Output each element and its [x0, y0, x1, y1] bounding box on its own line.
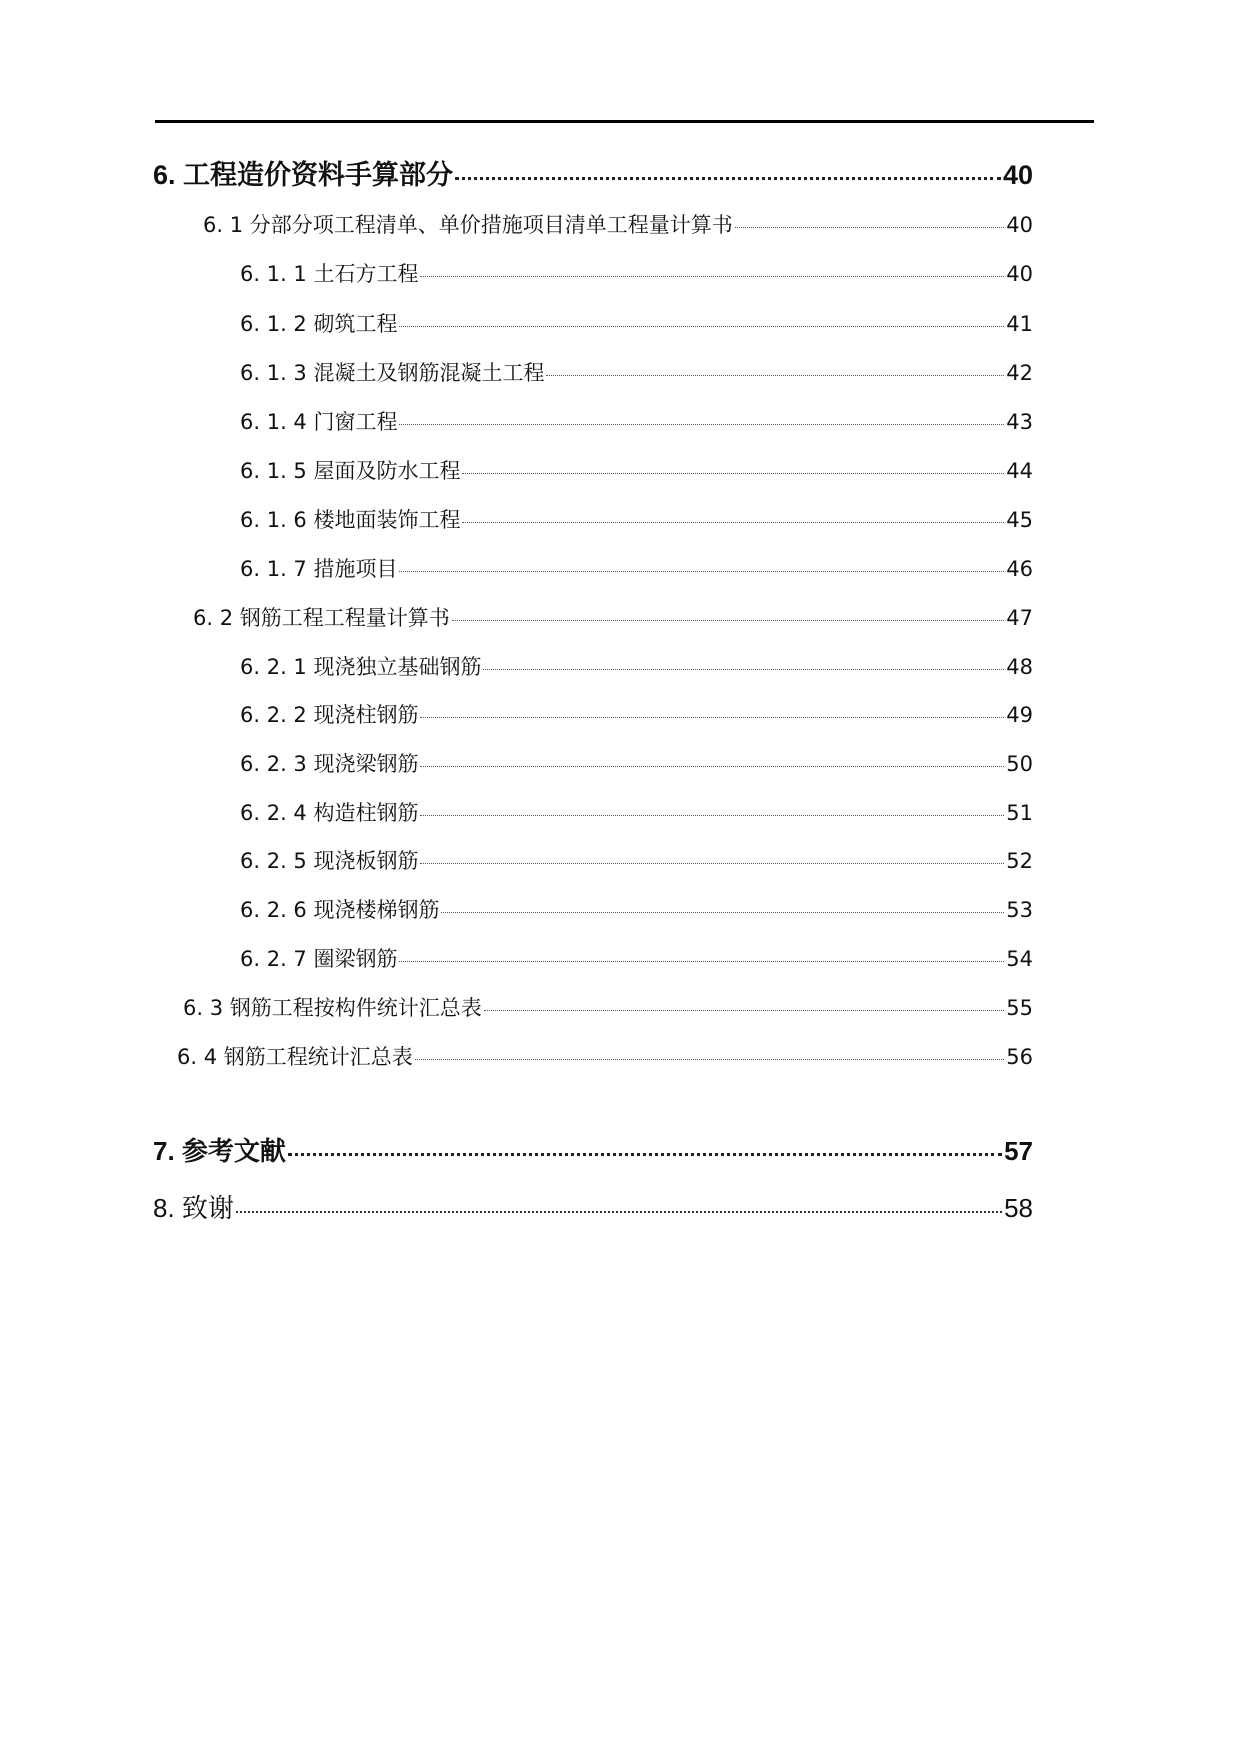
dot-leader — [236, 1211, 1002, 1213]
toc-entry[interactable] — [240, 651, 1033, 681]
toc-entry[interactable] — [177, 1041, 1033, 1071]
toc-entry-page-number: 49 — [1006, 703, 1033, 727]
dot-leader — [288, 1153, 1002, 1156]
toc-entry[interactable] — [240, 894, 1033, 924]
dot-leader — [399, 961, 1004, 962]
toc-entry[interactable] — [193, 602, 1033, 632]
toc-entry-title: 8. 致谢 — [153, 1193, 234, 1223]
toc-entry-page-number: 56 — [1006, 1045, 1033, 1069]
dot-leader — [420, 815, 1004, 816]
toc-entry-title: 6. 2. 4 构造柱钢筋 — [240, 801, 419, 825]
toc-entry[interactable] — [240, 699, 1033, 729]
toc-entry-title: 6. 4 钢筋工程统计汇总表 — [177, 1045, 413, 1069]
toc-entry[interactable] — [240, 797, 1033, 827]
toc-entry[interactable] — [240, 553, 1033, 583]
toc-entry[interactable] — [240, 357, 1033, 387]
toc-entry-page-number: 57 — [1004, 1136, 1033, 1166]
toc-entry-title: 6. 2 钢筋工程工程量计算书 — [193, 606, 450, 630]
dot-leader — [420, 766, 1004, 767]
dot-leader — [452, 620, 1005, 621]
dot-leader — [399, 424, 1004, 425]
dot-leader — [455, 177, 1001, 180]
dot-leader — [420, 717, 1004, 718]
toc-entry-title: 6. 2. 3 现浇梁钢筋 — [240, 752, 419, 776]
toc-entry-title: 6. 2. 5 现浇板钢筋 — [240, 849, 419, 873]
dot-leader — [399, 326, 1004, 327]
toc-entry-page-number: 40 — [1006, 213, 1033, 237]
toc-entry-title: 6. 2. 7 圈梁钢筋 — [240, 947, 398, 971]
toc-entry-title: 7. 参考文献 — [153, 1136, 286, 1166]
dot-leader — [415, 1059, 1005, 1060]
toc-entry-page-number: 53 — [1006, 898, 1033, 922]
toc-entry-page-number: 54 — [1006, 947, 1033, 971]
toc-entry-title: 6. 1. 7 措施项目 — [240, 557, 398, 581]
dot-leader — [420, 276, 1004, 277]
toc-entry[interactable] — [240, 748, 1033, 778]
dot-leader — [462, 522, 1004, 523]
toc-entry-page-number: 48 — [1006, 655, 1033, 679]
toc-entry-title: 6. 1 分部分项工程清单、单价措施项目清单工程量计算书 — [203, 213, 733, 237]
toc-entry-title: 6. 1. 3 混凝土及钢筋混凝土工程 — [240, 361, 545, 385]
toc-entry-title: 6. 2. 1 现浇独立基础钢筋 — [240, 655, 482, 679]
toc-entry-page-number: 47 — [1006, 606, 1033, 630]
toc-entry-page-number: 40 — [1006, 262, 1033, 286]
toc-entry-page-number: 46 — [1006, 557, 1033, 581]
dot-leader — [484, 1010, 1005, 1011]
toc-entry-title: 6. 1. 6 楼地面装饰工程 — [240, 508, 461, 532]
toc-entry-title: 6. 1. 5 屋面及防水工程 — [240, 459, 461, 483]
header-rule — [155, 120, 1094, 123]
toc-entry[interactable] — [183, 992, 1033, 1022]
toc-entry-page-number: 55 — [1006, 996, 1033, 1020]
toc-entry-page-number: 45 — [1006, 508, 1033, 532]
toc-entry[interactable] — [240, 943, 1033, 973]
toc-entry[interactable] — [240, 308, 1033, 338]
toc-entry-page-number: 42 — [1006, 361, 1033, 385]
toc-entry-page-number: 43 — [1006, 410, 1033, 434]
toc-entry-title: 6. 工程造价资料手算部分 — [153, 160, 454, 190]
toc-entry[interactable] — [203, 209, 1033, 239]
toc-entry[interactable] — [153, 153, 1033, 192]
toc-entry-title: 6. 1. 4 门窗工程 — [240, 410, 398, 434]
toc-entry-title: 6. 3 钢筋工程按构件统计汇总表 — [183, 996, 482, 1020]
dot-leader — [735, 227, 1005, 228]
toc-entry-page-number: 58 — [1004, 1193, 1033, 1223]
toc-entry-page-number: 50 — [1006, 752, 1033, 776]
toc-entry[interactable] — [240, 258, 1033, 288]
toc-entry[interactable] — [240, 455, 1033, 485]
toc-entry-page-number: 40 — [1002, 160, 1033, 190]
toc-entry[interactable] — [153, 1131, 1033, 1168]
toc-entry-title: 6. 1. 2 砌筑工程 — [240, 312, 398, 336]
toc-entry[interactable] — [240, 845, 1033, 875]
dot-leader — [420, 863, 1004, 864]
dot-leader — [399, 571, 1004, 572]
toc-entry-page-number: 52 — [1006, 849, 1033, 873]
toc-entry-title: 6. 2. 2 现浇柱钢筋 — [240, 703, 419, 727]
toc-entry[interactable] — [240, 504, 1033, 534]
dot-leader — [441, 912, 1004, 913]
toc-entry-title: 6. 2. 6 现浇楼梯钢筋 — [240, 898, 440, 922]
toc-entry-page-number: 51 — [1006, 801, 1033, 825]
dot-leader — [462, 473, 1004, 474]
toc-entry[interactable] — [153, 1188, 1033, 1225]
toc-entry-title: 6. 1. 1 土石方工程 — [240, 262, 419, 286]
toc-entry-page-number: 41 — [1006, 312, 1033, 336]
dot-leader — [483, 669, 1004, 670]
toc-entry-page-number: 44 — [1006, 459, 1033, 483]
toc-entry[interactable] — [240, 406, 1033, 436]
dot-leader — [546, 375, 1004, 376]
